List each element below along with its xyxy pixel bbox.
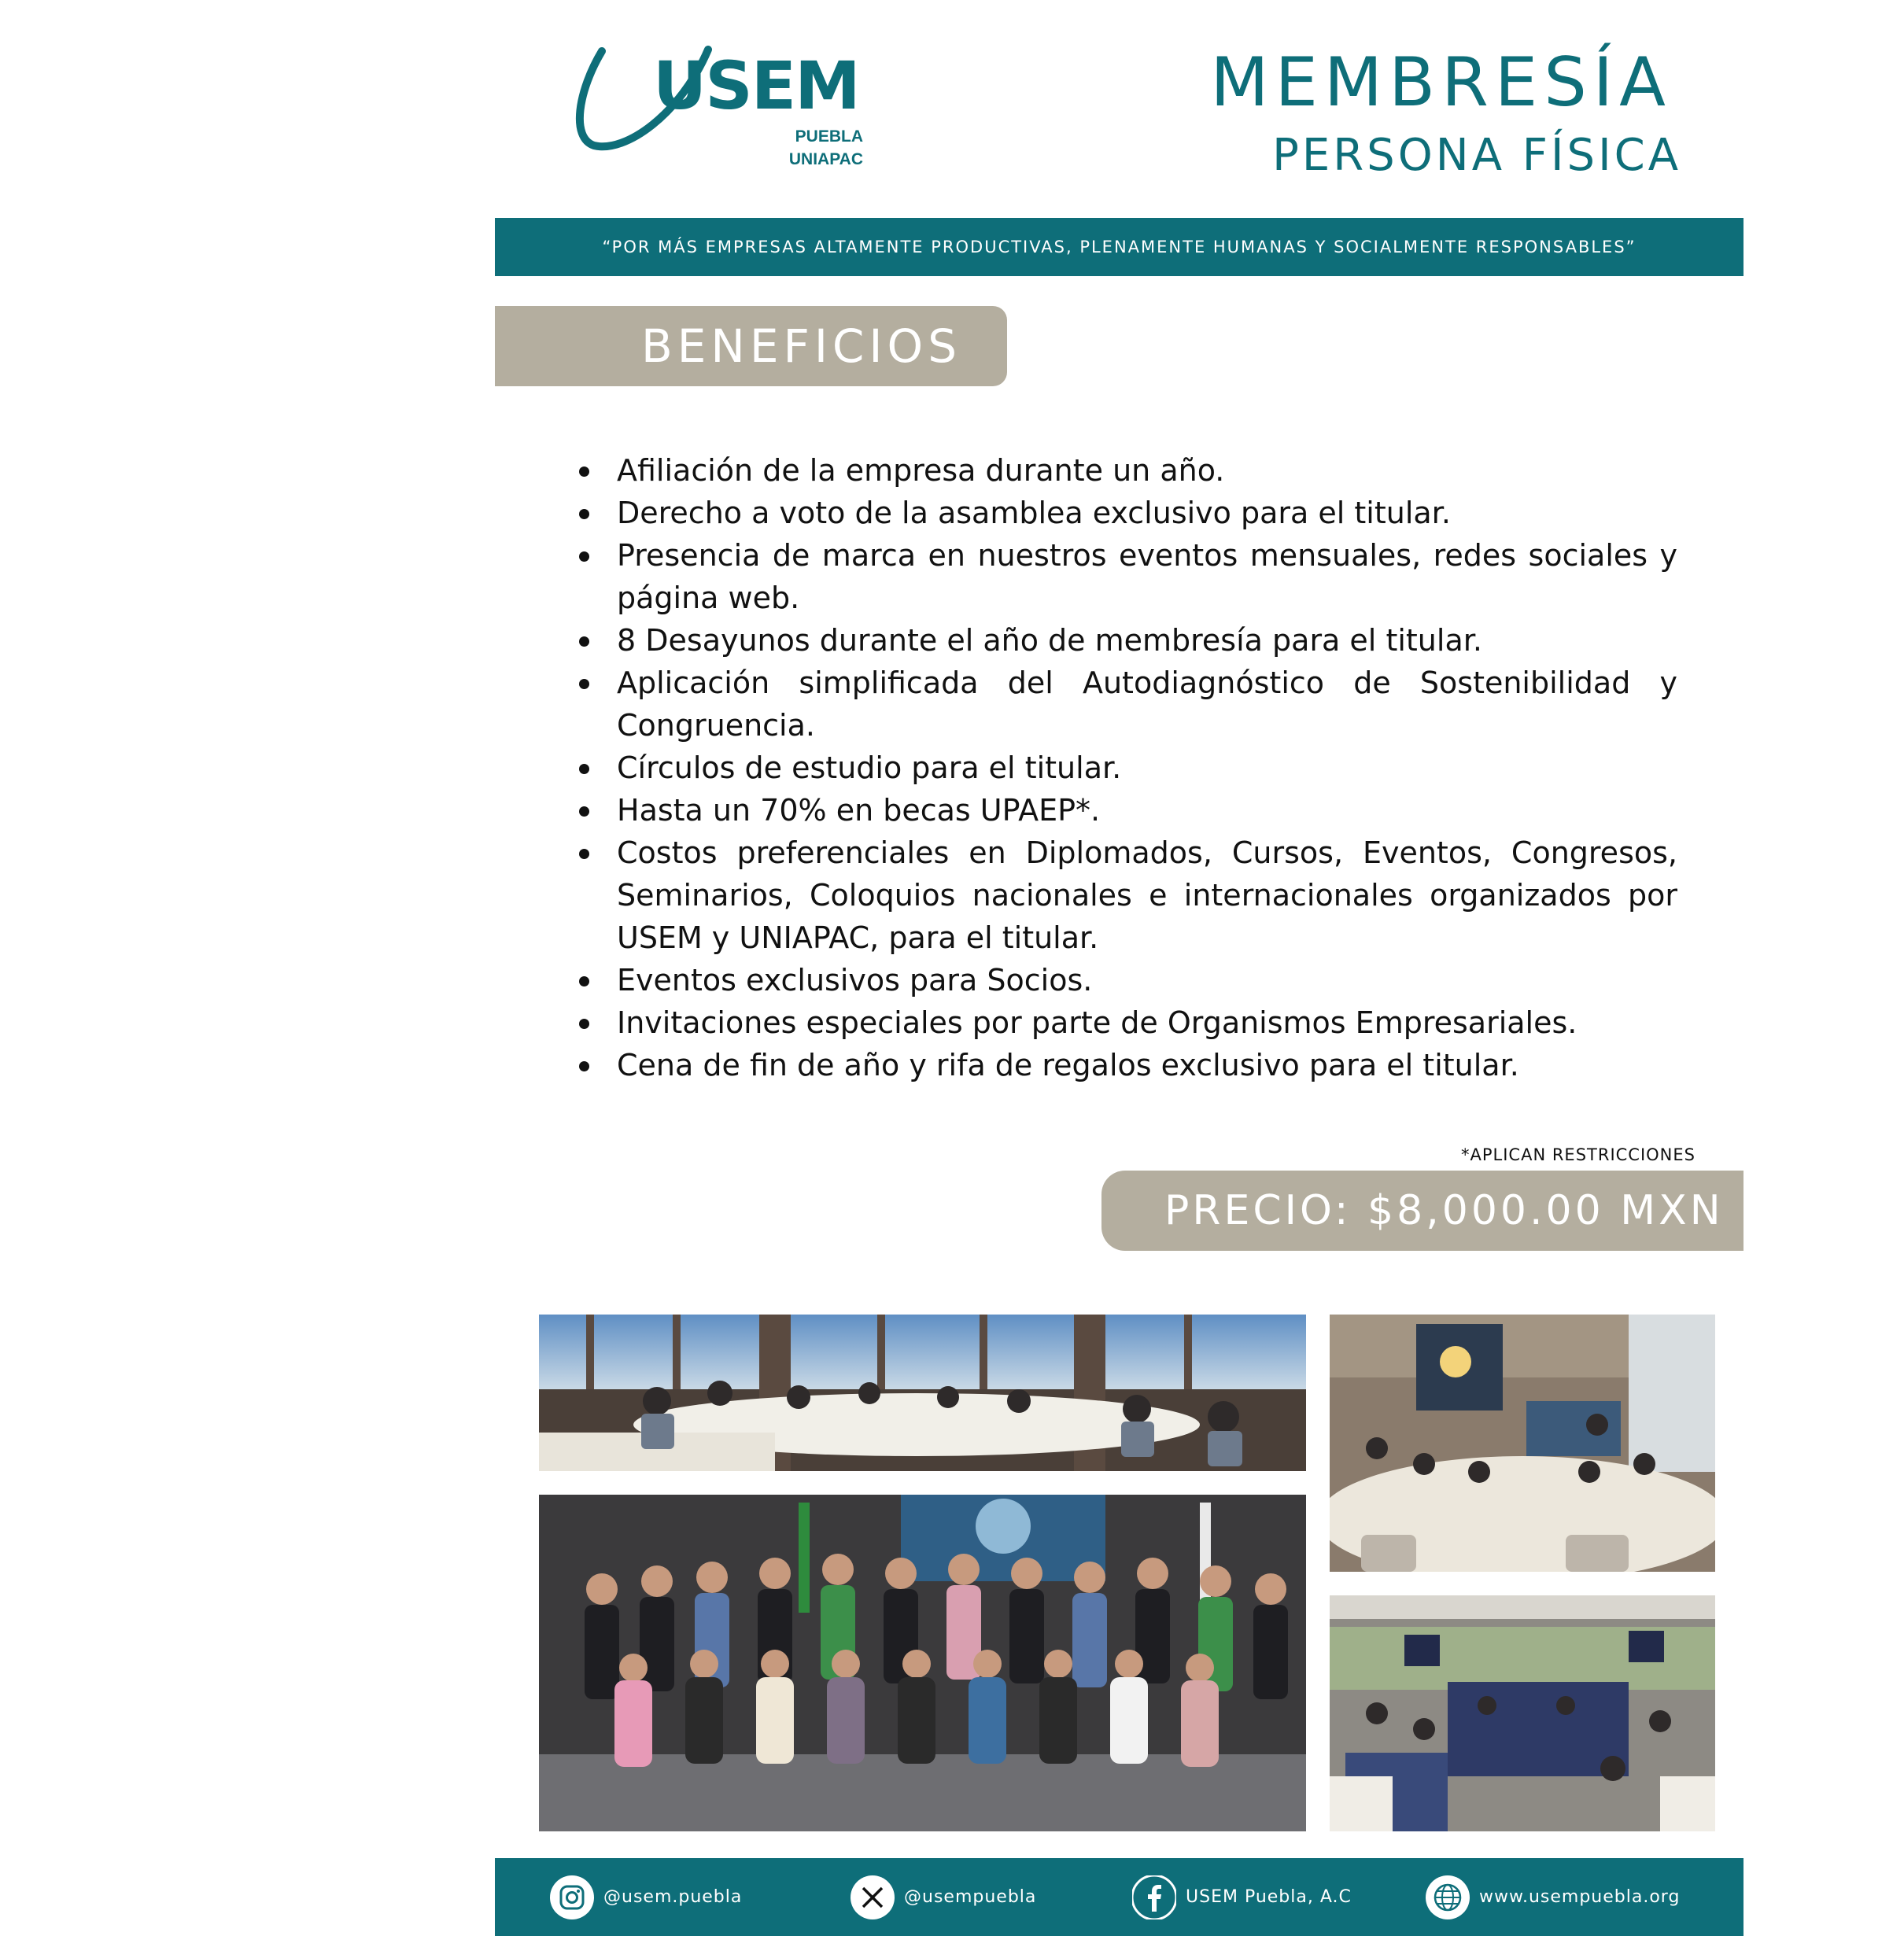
usem-logo (570, 43, 869, 177)
bullet-icon (579, 764, 589, 774)
bullet-icon (579, 1019, 589, 1029)
bullet-icon (579, 976, 589, 986)
instagram-icon (550, 1875, 594, 1919)
list-item: Cena de fin de año y rifa de regalos exclusivo para el titular. (574, 1044, 1677, 1086)
bullet-icon (579, 509, 589, 519)
x-icon (851, 1875, 895, 1919)
facebook-icon (1132, 1875, 1176, 1919)
bullet-icon (579, 849, 589, 859)
globe-icon (1426, 1875, 1470, 1919)
list-item: Costos preferenciales en Diplomados, Cursos, Eventos, Congresos, Seminarios, Coloquios nacionales e internacionales organizados por USEM y UNIAPAC, para el titular. (574, 832, 1677, 959)
list-item: Invitaciones especiales por parte de Organismos Empresariales. (574, 1001, 1677, 1044)
event-photo-breakfast-panorama (539, 1315, 1306, 1471)
facebook-name: USEM Puebla, A.C (1186, 1887, 1352, 1907)
event-photo-group (539, 1495, 1306, 1831)
page-title: MEMBRESÍA (1210, 43, 1672, 122)
bullet-icon (579, 679, 589, 689)
price-tab (1101, 1171, 1743, 1251)
price-label: PRECIO: $8,000.00 MXN (1164, 1187, 1724, 1234)
x-handle: @usempuebla (904, 1887, 1037, 1907)
list-item: Hasta un 70% en becas UPAEP*. (574, 789, 1677, 832)
list-item: Aplicación simplificada del Autodiagnóstico de Sostenibilidad y Congruencia. (574, 662, 1677, 747)
list-item: Presencia de marca en nuestros eventos mensuales, redes sociales y página web. (574, 534, 1677, 619)
bullet-icon (579, 466, 589, 477)
slogan-band (495, 218, 1743, 276)
list-item: Afiliación de la empresa durante un año. (574, 449, 1677, 492)
list-item: Eventos exclusivos para Socios. (574, 959, 1677, 1001)
website-link[interactable] (1426, 1858, 1680, 1936)
website-url: www.usempuebla.org (1479, 1887, 1681, 1907)
bullet-icon (579, 551, 589, 562)
facebook-link[interactable] (1132, 1858, 1352, 1936)
benefits-list (574, 449, 1677, 1086)
bullet-icon (579, 806, 589, 817)
x-link[interactable] (851, 1858, 1036, 1936)
list-item: 8 Desayunos durante el año de membresía para el titular. (574, 619, 1677, 662)
list-item: Derecho a voto de la asamblea exclusivo para el titular. (574, 492, 1677, 534)
logo-line-puebla: PUEBLA (795, 127, 863, 146)
benefits-heading: BENEFICIOS (641, 319, 962, 373)
instagram-handle: @usem.puebla (603, 1887, 743, 1907)
benefits-heading-tab (495, 306, 1007, 386)
logo-line-uniapac: UNIAPAC (788, 150, 863, 168)
instagram-link[interactable] (550, 1858, 742, 1936)
restrictions-note: *APLICAN RESTRICCIONES (1461, 1145, 1696, 1164)
logo-wordmark: USEM (653, 47, 859, 124)
event-photo-conference (1330, 1315, 1715, 1572)
event-photo-meeting-room (1330, 1595, 1715, 1831)
footer-bar (495, 1858, 1743, 1936)
page-subtitle: PERSONA FÍSICA (1272, 130, 1681, 181)
bullet-icon (579, 1061, 589, 1071)
slogan-text: “POR MÁS EMPRESAS ALTAMENTE PRODUCTIVAS, PLENAMENTE HUMANAS Y SOCIALMENTE RESPONSABLES” (602, 238, 1636, 256)
bullet-icon (579, 636, 589, 647)
list-item: Círculos de estudio para el titular. (574, 747, 1677, 789)
